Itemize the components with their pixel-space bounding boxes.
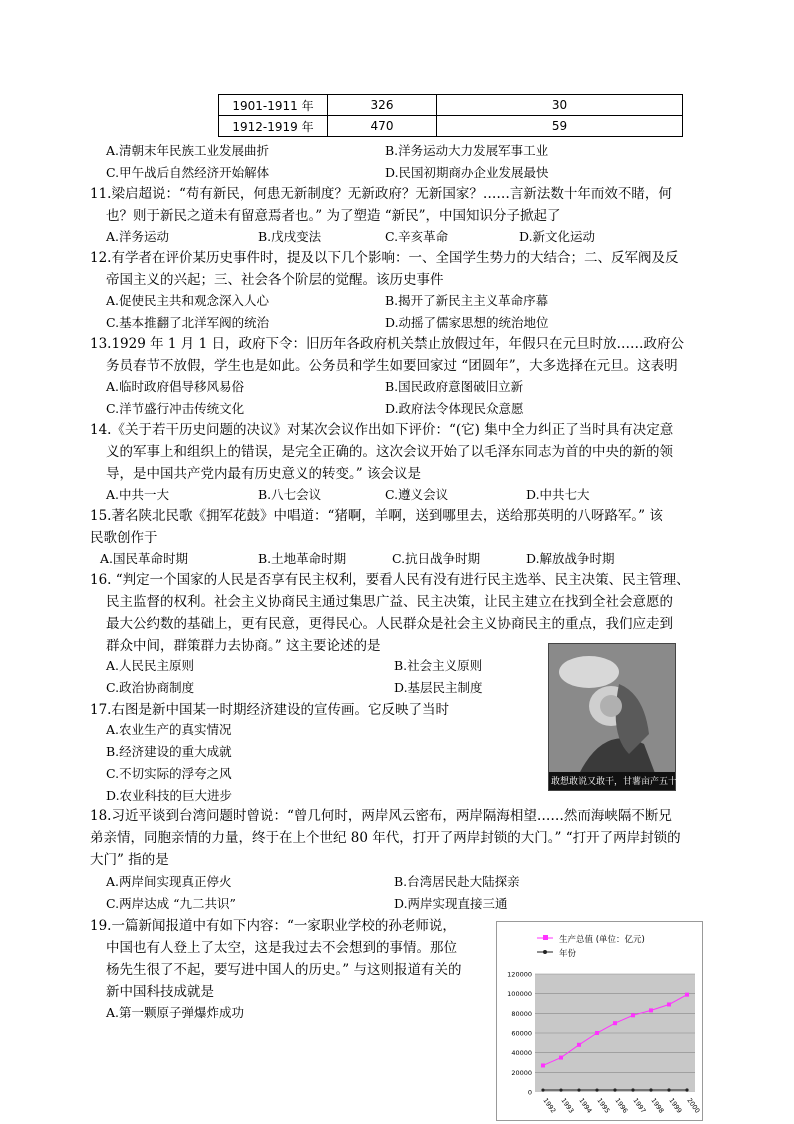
question-line: 大门” 指的是 [90, 849, 169, 871]
data-point [577, 1043, 581, 1047]
x-axis [541, 1097, 701, 1115]
option: D.农业科技的巨大进步 [106, 786, 232, 806]
question-line: 中国也有人登上了太空，这是我过去不会想到的事情。那位 [106, 937, 457, 959]
option: B.洋务运动大力发展军事工业 [385, 141, 548, 161]
option: A.临时政府倡导移风易俗 [106, 377, 244, 397]
option: A.国民革命时期 [100, 549, 188, 569]
option: A.中共一大 [106, 485, 169, 505]
option: C.辛亥革命 [385, 227, 448, 247]
gdp-line-chart [496, 921, 703, 1121]
option: A.促使民主共和观念深入人心 [106, 291, 269, 311]
question-line: 也？则于新民之道未有留意焉者也。” 为了塑造 “新民”，中国知识分子掀起了 [106, 205, 561, 227]
question-line: 义的军事上和组织上的错误，是完全正确的。这次会议开始了以毛泽东同志为首的中央的新的领 [106, 441, 673, 463]
option: B.八七会议 [258, 485, 321, 505]
y-tick-label: 0 [528, 1089, 532, 1097]
option: D.中共七大 [526, 485, 590, 505]
question-line: 弟亲情，同胞亲情的力量，终于在上个世纪 80 年代，打开了两岸封锁的大门。” “打开了两岸封锁的 [90, 827, 681, 849]
option: B.社会主义原则 [394, 656, 482, 676]
question-line: 群众中间，群策群力去协商。” 这主要论述的是 [106, 635, 380, 657]
legend-label: 生产总值 (单位：亿元) [559, 934, 645, 945]
data-point [631, 1088, 634, 1091]
y-tick-label: 40000 [511, 1049, 532, 1057]
data-point [613, 1088, 616, 1091]
option: A.洋务运动 [106, 227, 169, 247]
x-tick-label: 1995 [595, 1097, 611, 1115]
option: B.土地革命时期 [258, 549, 346, 569]
option: C.甲午战后自然经济开始解体 [106, 163, 269, 183]
table-cell: 326 [328, 95, 437, 116]
option: A.农业生产的真实情况 [106, 720, 232, 740]
x-tick-label: 1997 [631, 1097, 647, 1115]
question-line: 18.习近平谈到台湾问题时曾说：“曾几何时，两岸风云密布，两岸隔海相望……然而海峡隔不断兄 [90, 805, 672, 827]
option: D.动摇了儒家思想的统治地位 [385, 313, 549, 333]
option: D.民国初期商办企业发展最快 [385, 163, 549, 183]
option: B.经济建设的重大成就 [106, 742, 232, 762]
chart-legend [537, 934, 645, 959]
x-tick-label: 1998 [649, 1097, 665, 1115]
question-line: 11.梁启超说：“苟有新民，何患无新制度？无新政府？无新国家？……言新法数十年而效不睹，何 [90, 183, 672, 205]
data-point [667, 1088, 670, 1091]
data-point [559, 1056, 563, 1060]
data-point [667, 1002, 671, 1006]
data-point [631, 1013, 635, 1017]
y-axis [507, 971, 532, 1097]
poster-caption: 敢想敢说又敢干，甘薯亩产五十万斤 [551, 774, 695, 787]
y-tick-label: 60000 [511, 1030, 532, 1038]
option: D.两岸实现直接三通 [394, 894, 508, 914]
option: D.新文化运动 [519, 227, 595, 247]
data-point [559, 1088, 562, 1091]
propaganda-poster-image [548, 643, 676, 791]
legend-label: 年份 [559, 948, 577, 959]
data-point [595, 1031, 599, 1035]
data-point [685, 1088, 688, 1091]
option: D.基层民主制度 [394, 678, 483, 698]
option: C.两岸达成 “九二共识” [106, 894, 236, 914]
question-line: 14.《关于若干历史问题的决议》对某次会议作出如下评价：“(它) 集中全力纠正了当时具有决定意 [90, 419, 673, 441]
option: B.揭开了新民主主义革命序幕 [385, 291, 548, 311]
option: B.台湾居民赴大陆探亲 [394, 872, 520, 892]
table-row [219, 116, 683, 137]
x-tick-label: 1999 [667, 1097, 683, 1115]
question-line: 杨先生很了不起，要写进中国人的历史。” 与这则报道有关的 [106, 959, 461, 981]
legend-marker [543, 935, 548, 940]
x-tick-label: 1996 [613, 1097, 629, 1115]
data-point [595, 1088, 598, 1091]
option: A.清朝末年民族工业发展曲折 [106, 141, 269, 161]
data-point [577, 1088, 580, 1091]
question-line: 导，是中国共产党内最有历史意义的转变。” 该会议是 [106, 463, 421, 485]
question-line: 16. “判定一个国家的人民是否享有民主权利，要看人民有没有进行民主选举、民主决策、民主管理、 [90, 569, 690, 591]
question-line: 帝国主义的兴起；三、社会各个阶层的觉醒。该历史事件 [106, 269, 444, 291]
x-tick-label: 1994 [577, 1097, 593, 1115]
x-tick-label: 2000 [685, 1097, 701, 1115]
question-line: 民主监督的权利。社会主义协商民主通过集思广益、民主决策，让民主建立在找到全社会意愿的 [106, 591, 673, 613]
data-table [218, 94, 683, 137]
y-tick-label: 100000 [507, 990, 532, 998]
option: C.基本推翻了北洋军阀的统治 [106, 313, 269, 333]
question-line: 新中国科技成就是 [106, 981, 214, 1003]
question-line: 12.有学者在评价某历史事件时，提及以下几个影响：一、全国学生势力的大结合；二、反军阀及反 [90, 247, 678, 269]
question-line: 13.1929 年 1 月 1 日，政府下令：旧历年各政府机关禁止放假过年，年假只在元旦时放……政府公 [90, 333, 684, 355]
option: A.第一颗原子弹爆炸成功 [106, 1003, 244, 1023]
option: D.政府法令体现民众意愿 [385, 399, 524, 419]
option: C.洋节盛行冲击传统文化 [106, 399, 244, 419]
option: C.不切实际的浮夸之风 [106, 764, 232, 784]
table-cell: 30 [437, 95, 683, 116]
table-cell: 1912-1919 年 [219, 116, 328, 137]
table-cell: 59 [437, 116, 683, 137]
option: B.国民政府意图破旧立新 [385, 377, 523, 397]
data-point [541, 1063, 545, 1067]
option: B.戊戌变法 [258, 227, 321, 247]
y-tick-label: 20000 [511, 1069, 532, 1077]
question-line: 最大公约数的基础上，更有民意，更得民心。人民群众是社会主义协商民主的重点，我们应走到 [106, 613, 673, 635]
y-tick-label: 120000 [507, 971, 532, 979]
data-point [685, 993, 689, 997]
option: C.遵义会议 [385, 485, 448, 505]
x-tick-label: 1993 [559, 1097, 575, 1115]
option: C.政治协商制度 [106, 678, 194, 698]
data-point [649, 1008, 653, 1012]
question-line: 务员春节不放假，学生也是如此。公务员和学生如要回家过 “团圆年”，大多选择在元旦。这表明 [106, 355, 678, 377]
data-point [613, 1021, 617, 1025]
table-cell: 470 [328, 116, 437, 137]
data-point [649, 1088, 652, 1091]
chart-svg [497, 922, 702, 1120]
question-line: 15.著名陕北民歌《拥军花鼓》中唱道：“猪啊，羊啊，送到哪里去，送给那英明的八呀路军。” 该 [90, 505, 663, 527]
option: C.抗日战争时期 [392, 549, 480, 569]
table-row [219, 95, 683, 116]
option: A.人民民主原则 [106, 656, 194, 676]
y-tick-label: 80000 [511, 1010, 532, 1018]
question-line: 民歌创作于 [90, 527, 158, 549]
legend-marker [543, 950, 547, 954]
table-cell: 1901-1911 年 [219, 95, 328, 116]
data-point [541, 1088, 544, 1091]
question-line: 19.一篇新闻报道中有如下内容：“一家职业学校的孙老师说， [90, 915, 456, 937]
poster-illustration [549, 644, 675, 790]
option: A.两岸间实现真正停火 [106, 872, 232, 892]
question-line: 17.右图是新中国某一时期经济建设的宣传画。它反映了当时 [90, 699, 449, 721]
x-tick-label: 1992 [541, 1097, 557, 1115]
option: D.解放战争时期 [526, 549, 615, 569]
